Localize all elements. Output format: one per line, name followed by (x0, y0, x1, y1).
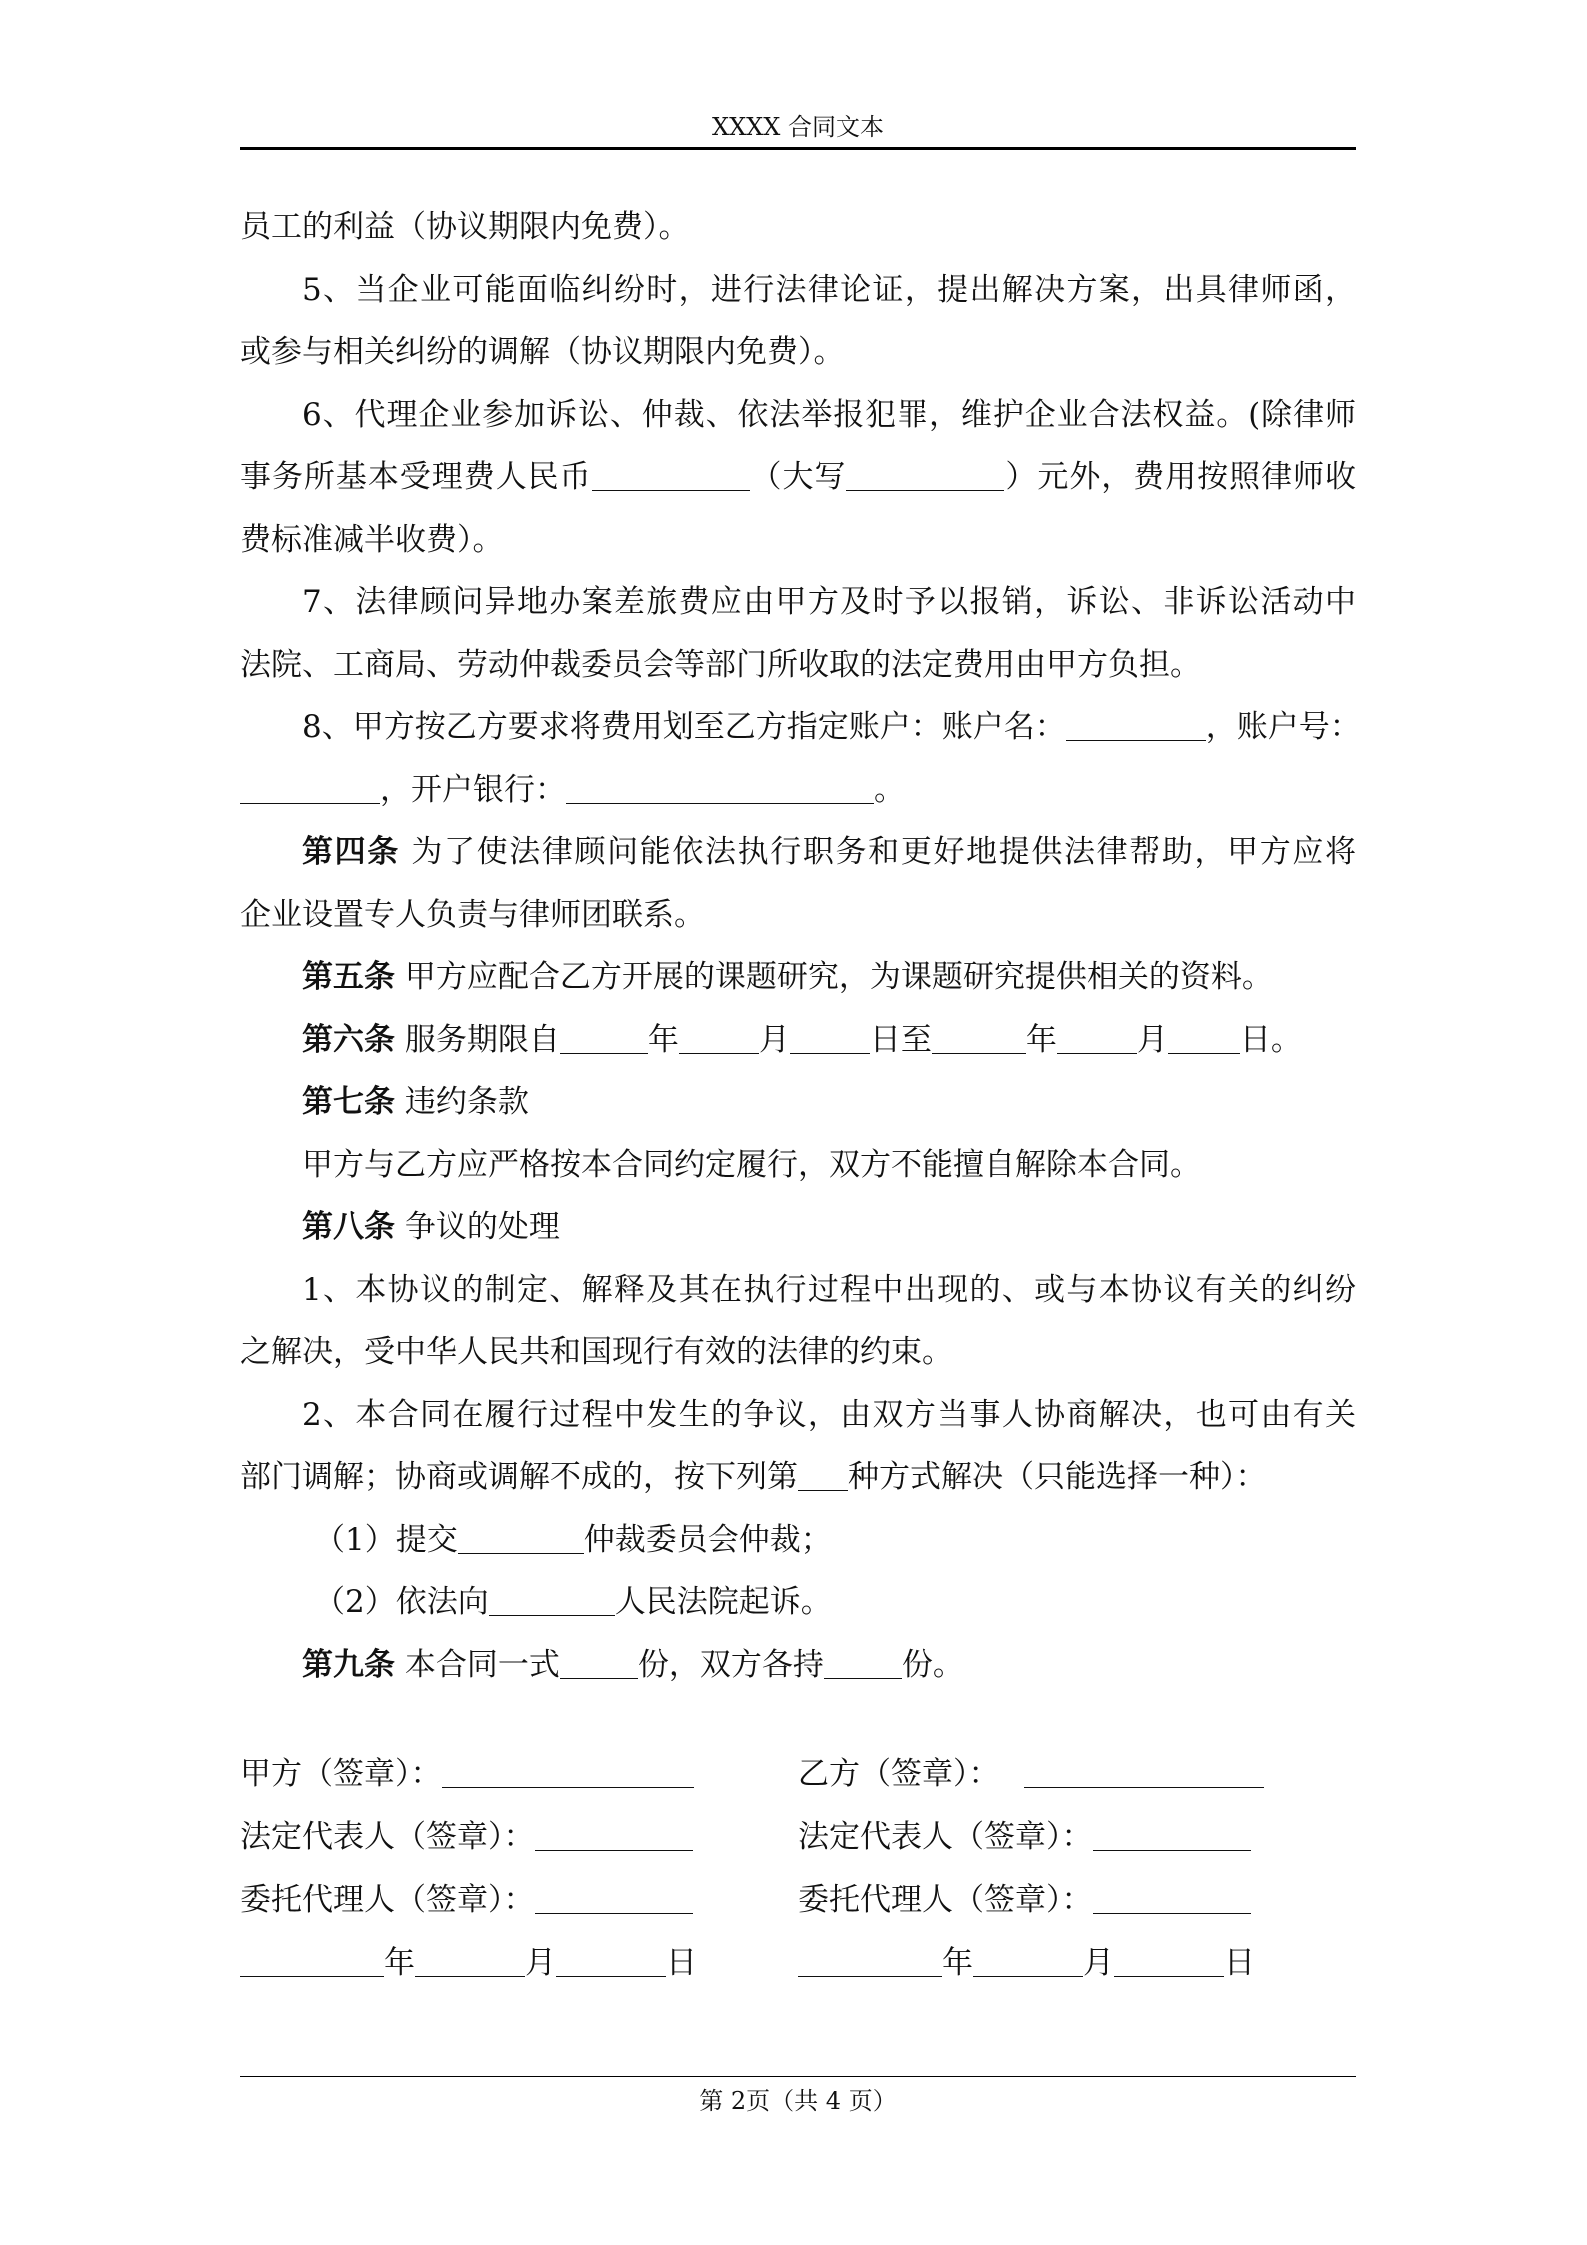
text-span: 日 (666, 1945, 697, 1981)
paragraph-line: 甲方与乙方应严格按本合同约定履行，双方不能擅自解除本合同。 (302, 1146, 1201, 1183)
text-span: 为了使法律顾问能依法执行职务和更好地提供法律帮助，甲方应将 (411, 834, 1356, 870)
text-span: 乙方（签章）： (798, 1756, 1000, 1792)
month-blank (415, 1946, 525, 1977)
option-choice-blank (798, 1460, 848, 1491)
party-b-date (798, 1932, 1255, 1995)
start-year-blank (560, 1023, 648, 1054)
text-span: 甲方（签章）： (240, 1756, 442, 1792)
page-header: XXXX 合同文本 (712, 113, 884, 141)
signature-blank (535, 1883, 693, 1914)
page-number: 第 2页（共 4 页） (699, 2087, 897, 2115)
text-span: ）元外，费用按照律师收 (1004, 459, 1357, 495)
text-span: 年 (1025, 1021, 1057, 1058)
option-2 (240, 1571, 1356, 1634)
clause-7: 7、法律顾问异地办案差旅费应由甲方及时予以报销，诉讼、非诉讼活动中 (302, 584, 1356, 620)
signature-blank (1024, 1757, 1264, 1788)
paragraph-line (240, 759, 1356, 822)
paragraph-line: 之解决，受中华人民共和国现行有效的法律的约束。 (240, 1334, 953, 1370)
signature-row (240, 1869, 1356, 1932)
text-span: 争议的处理 (404, 1209, 560, 1245)
arbitration-commission-blank (458, 1523, 584, 1554)
text-span: 违约条款 (404, 1084, 529, 1120)
text-span: 年 (647, 1021, 679, 1058)
text-span: ，账户号： (1205, 709, 1361, 745)
court-name-blank (489, 1585, 615, 1616)
text-span: 8、甲方按乙方要求将费用划至乙方指定账户：账户名： (302, 709, 1066, 745)
paragraph-line (240, 446, 1356, 509)
header-divider (240, 147, 1356, 150)
text-span: 本合同一式 (404, 1646, 560, 1683)
article-4 (240, 821, 1356, 884)
text-span: （2）依法向 (314, 1584, 489, 1620)
text-span: 法定代表人（签章）： (798, 1819, 1093, 1855)
article-7 (240, 1071, 1356, 1134)
article-6 (240, 1009, 1356, 1072)
text-span: 服务期限自 (404, 1021, 560, 1058)
signature-blank (1093, 1820, 1251, 1851)
text-span: 份，双方各持 (637, 1646, 824, 1683)
end-year-blank (932, 1023, 1026, 1054)
text-span: 甲方应配合乙方开展的课题研究，为课题研究提供相关的资料。 (404, 959, 1273, 995)
article-5 (240, 946, 1356, 1009)
clause-8-1: 1、本协议的制定、解释及其在执行过程中出现的、或与本协议有关的纠纷 (302, 1271, 1356, 1308)
article-9 (240, 1634, 1356, 1697)
text-span: （1）提交 (314, 1521, 458, 1558)
text-span: 月 (758, 1021, 790, 1058)
paragraph-line: 企业设置专人负责与律师团联系。 (240, 896, 705, 933)
text-span: 日。 (1239, 1021, 1302, 1058)
year-blank (798, 1946, 942, 1977)
text-span: 部门调解；协商或调解不成的，按下列第 (240, 1459, 798, 1495)
footer-divider (240, 2076, 1356, 2077)
paragraph-line: 法院、工商局、劳动仲裁委员会等部门所收取的法定费用由甲方负担。 (240, 646, 1201, 683)
article-label: 第六条 (302, 1021, 395, 1058)
year-blank (240, 1946, 384, 1977)
paragraph-line: 费标准减半收费）。 (240, 521, 504, 558)
signature-blank (442, 1757, 694, 1788)
party-b-agent (798, 1869, 1251, 1932)
article-label: 第四条 (302, 834, 400, 870)
signature-row (240, 1806, 1356, 1869)
clause-6: 6、代理企业参加诉讼、仲裁、依法举报犯罪，维护企业合法权益。(除律师 (302, 396, 1356, 433)
signature-blank (535, 1820, 693, 1851)
clause-8 (240, 696, 1361, 759)
text-span: 委托代理人（签章）： (798, 1882, 1093, 1918)
text-span: ，开户银行： (380, 771, 566, 808)
account-number-blank (240, 773, 380, 804)
option-1 (240, 1509, 1356, 1572)
copies-total-blank (560, 1648, 638, 1679)
clause-8-2: 2、本合同在履行过程中发生的争议，由双方当事人协商解决，也可由有关 (302, 1396, 1356, 1433)
start-day-blank (790, 1023, 870, 1054)
party-b-signature (798, 1743, 1264, 1806)
text-span: 份。 (901, 1646, 964, 1683)
text-span: 。 (874, 771, 905, 808)
article-label: 第五条 (302, 959, 395, 995)
text-span: 人民法院起诉。 (614, 1584, 832, 1620)
text-span: 法定代表人（签章）： (240, 1819, 535, 1855)
contract-body (240, 196, 1361, 1696)
fee-amount-words-blank (846, 460, 1004, 491)
party-a-signature (240, 1743, 694, 1806)
signature-row (240, 1932, 1356, 1995)
paragraph-line: 员工的利益（协议期限内免费）。 (240, 209, 690, 245)
bank-name-blank (566, 773, 874, 804)
party-a-agent (240, 1869, 693, 1932)
account-name-blank (1066, 710, 1206, 741)
clause-5: 5、当企业可能面临纠纷时，进行法律论证，提出解决方案，出具律师函， (302, 271, 1356, 308)
text-span: 月 (525, 1945, 556, 1981)
paragraph-line: 或参与相关纠纷的调解（协议期限内免费）。 (240, 334, 845, 370)
start-month-blank (679, 1023, 759, 1054)
article-label: 第七条 (302, 1084, 395, 1120)
text-span: 种方式解决（只能选择一种）： (848, 1459, 1267, 1495)
paragraph-line (240, 1446, 1356, 1509)
day-blank (556, 1946, 666, 1977)
article-label: 第九条 (302, 1646, 395, 1683)
text-span: 仲裁委员会仲裁； (583, 1521, 832, 1558)
party-b-legal-rep (798, 1806, 1251, 1869)
article-label: 第八条 (302, 1209, 395, 1245)
party-a-date (240, 1932, 697, 1995)
text-span: 委托代理人（签章）： (240, 1882, 535, 1918)
signature-block (240, 1743, 1356, 1995)
text-span: （大写 (749, 459, 847, 495)
text-span: 月 (1083, 1945, 1114, 1981)
party-a-legal-rep (240, 1806, 693, 1869)
day-blank (1114, 1946, 1224, 1977)
text-span: 日 (1224, 1945, 1255, 1981)
text-span: 日至 (869, 1021, 932, 1058)
text-span: 月 (1136, 1021, 1168, 1058)
end-month-blank (1057, 1023, 1137, 1054)
text-span: 年 (384, 1945, 415, 1981)
fee-amount-blank (592, 460, 750, 491)
signature-row (240, 1743, 1356, 1806)
copies-each-blank (824, 1648, 902, 1679)
text-span: 事务所基本受理费人民币 (240, 459, 592, 495)
end-day-blank (1168, 1023, 1240, 1054)
article-8 (240, 1196, 1356, 1259)
month-blank (973, 1946, 1083, 1977)
text-span: 年 (942, 1945, 973, 1981)
signature-blank (1093, 1883, 1251, 1914)
